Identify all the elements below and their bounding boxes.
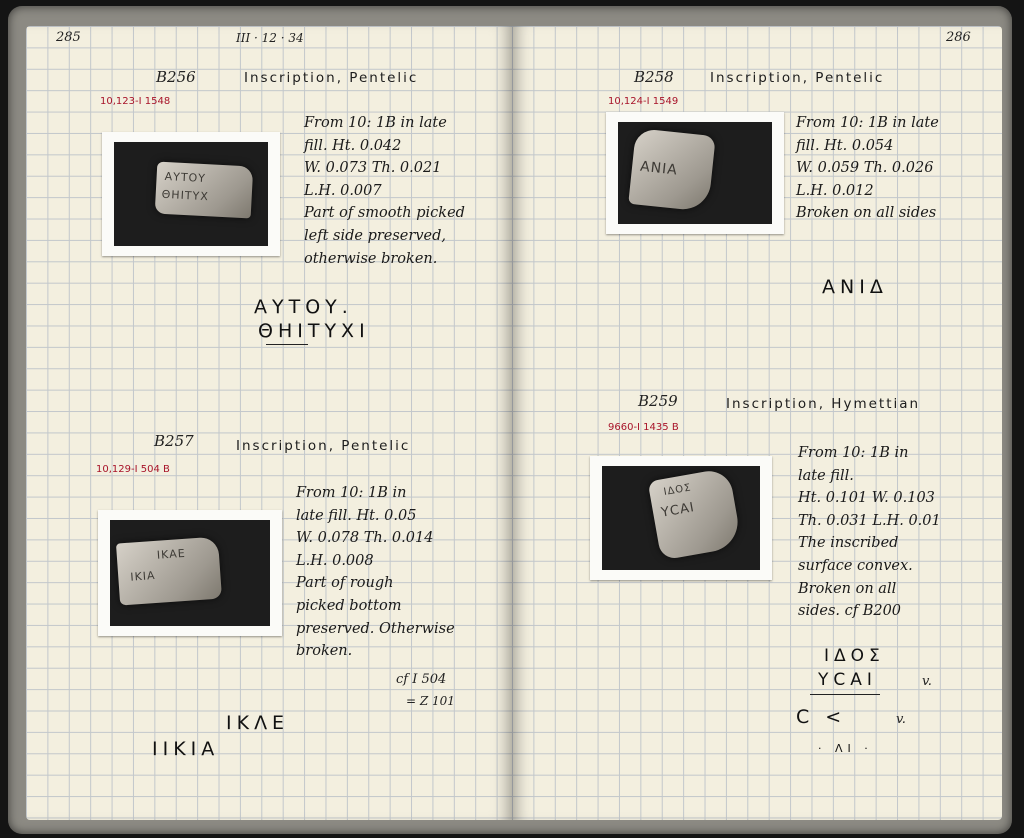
entry-title: Inscription, Pentelic — [710, 70, 885, 86]
entry-id: B256 — [156, 68, 196, 86]
entry-title: Inscription, Pentelic — [244, 70, 419, 86]
photo-inscription-line: ΙΚΑΕ — [156, 546, 187, 562]
catalog-ref: 10,124-I 1549 — [608, 96, 679, 107]
entry-description: From 10: 1B in late fill. Ht. 0.042 W. 0.073 Th. 0.021 L.H. 0.007 Part of smooth picked left side preserved, otherwise broken. — [304, 115, 465, 267]
transcription-line: ΙΚΛΕ — [226, 712, 290, 734]
transcription-line: ΑΝΙΔ — [822, 276, 888, 298]
transcription-line: ΑΥΤΟΥ. — [254, 296, 353, 318]
transcription-underline — [266, 344, 308, 345]
transcription-underline — [810, 694, 880, 695]
fragment-photo — [102, 132, 280, 256]
page-number: 285 — [56, 30, 81, 45]
fragment-photo — [606, 112, 784, 234]
left-page — [26, 26, 512, 820]
entry-date: III · 12 · 34 — [236, 31, 304, 45]
transcription-line: ΙΙΚΙΑ — [152, 738, 220, 760]
entry-description: From 10: 1B in late fill. Ht. 0.054 W. 0.059 Th. 0.026 L.H. 0.012 Broken on all sides — [796, 115, 939, 222]
photo-inscription-line: ΙΚΙΑ — [129, 568, 156, 584]
entry-id: B257 — [154, 432, 194, 450]
page-number: 286 — [946, 30, 971, 45]
photo-inscription-line: ΙΔΟΣ — [662, 482, 693, 499]
catalog-ref: 10,123-I 1548 — [100, 96, 171, 107]
entry-id: B258 — [634, 68, 674, 86]
annotation-mark: v. — [922, 674, 932, 689]
transcription-line: · ΛΙ · — [818, 742, 873, 755]
fragment-photo — [590, 456, 772, 580]
cross-reference: cf I 504 — [396, 672, 447, 687]
transcription-line: ΙΔΟΣ — [824, 646, 885, 666]
right-page — [512, 26, 1002, 820]
fragment-photo — [98, 510, 282, 636]
transcription-line: C < — [796, 706, 847, 728]
annotation-mark: v. — [896, 712, 906, 727]
photo-inscription-line: ΑΝΙΑ — [639, 158, 679, 179]
entry-id: B259 — [638, 392, 678, 410]
entry-description: From 10: 1B in late fill. Ht. 0.05 W. 0.078 Th. 0.014 L.H. 0.008 Part of rough picked bottom preserved. Otherwise broken. — [296, 485, 455, 660]
photo-inscription-line: ΘΗΙΤΥΧ — [161, 187, 210, 204]
catalog-ref: 9660-I 1435 B — [608, 422, 679, 433]
photo-inscription-line: ΥCΑΙ — [660, 500, 696, 521]
entry-title: Inscription, Hymettian — [726, 396, 921, 412]
transcription-line: ΥCΑΙ — [818, 670, 877, 690]
cross-reference: = Z 101 — [406, 694, 455, 708]
entry-description: From 10: 1B in late fill. Ht. 0.101 W. 0.103 Th. 0.031 L.H. 0.01 The inscribed surface convex. Broken on all sides. cf B200 — [798, 445, 941, 620]
transcription-line: ΘΗΙΤΥΧΙ — [258, 320, 370, 342]
catalog-ref: 10,129-I 504 B — [96, 464, 170, 475]
entry-title: Inscription, Pentelic — [236, 438, 411, 454]
photo-inscription-line: ΑΥΤΟΥ — [164, 169, 207, 186]
